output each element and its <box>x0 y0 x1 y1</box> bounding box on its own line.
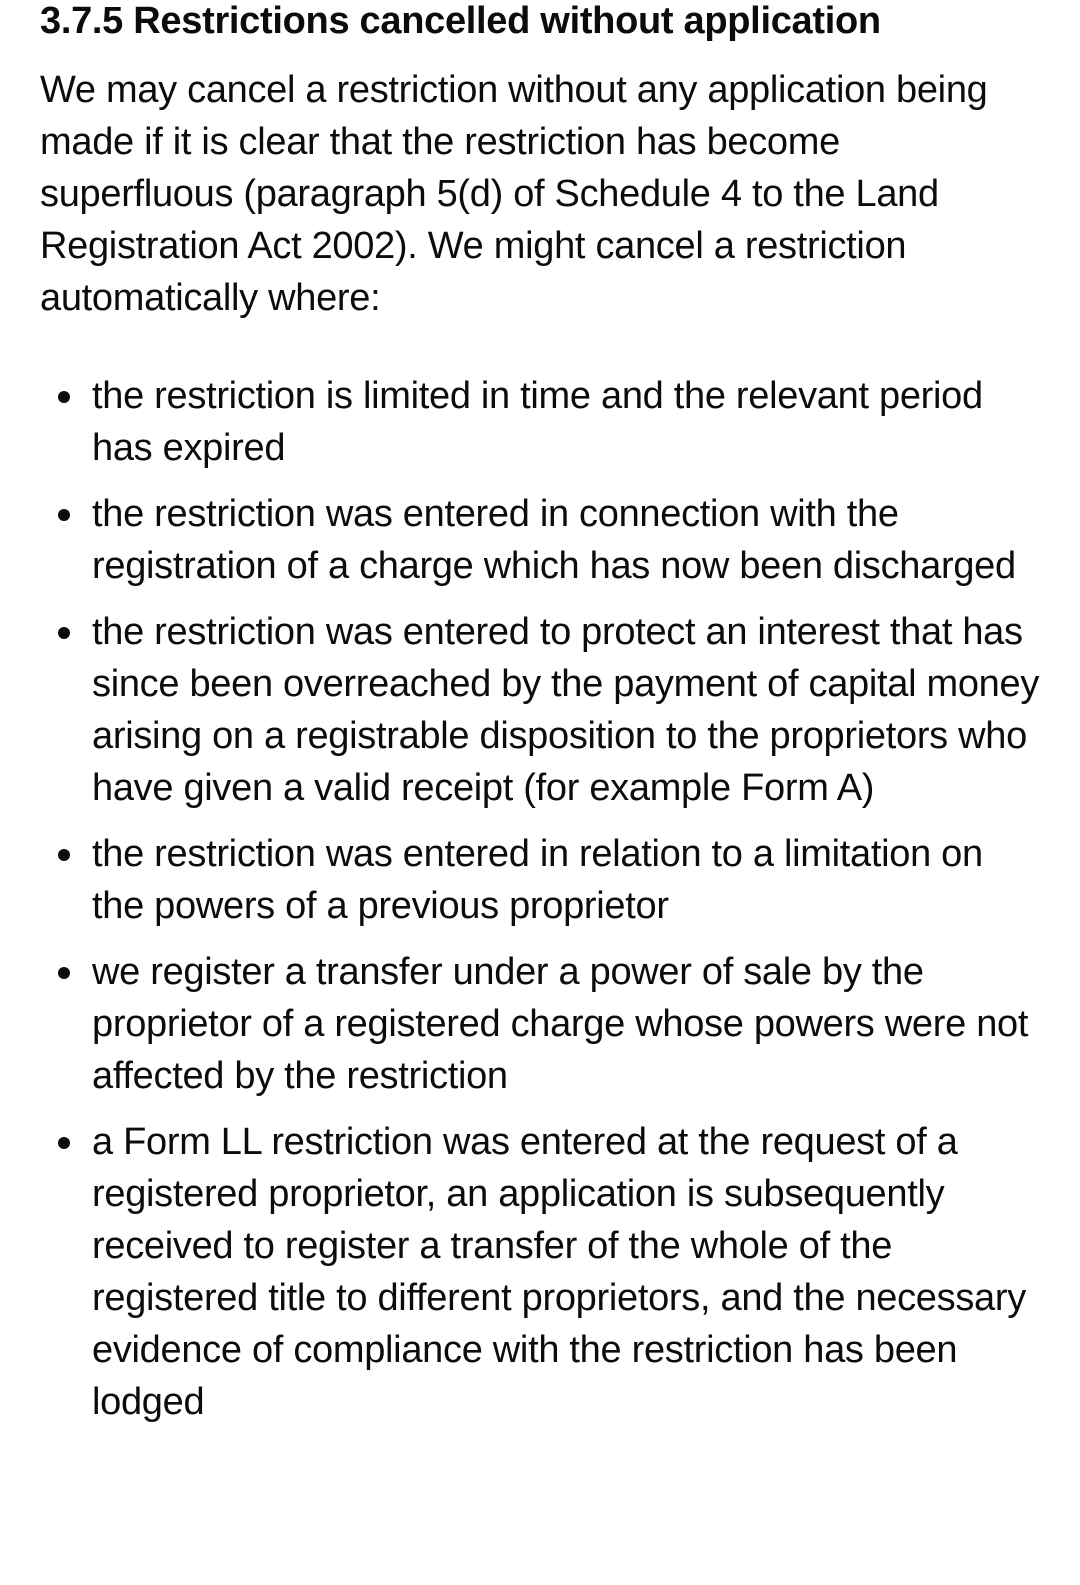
list-item <box>40 370 1040 474</box>
list-item-text: the restriction was entered in connection with the registration of a charge which has now been discharged <box>92 493 1016 587</box>
list-item <box>40 1116 1040 1428</box>
list-item <box>40 946 1040 1102</box>
bullet-icon <box>58 1137 70 1149</box>
list-item-text: the restriction was entered in relation to a limitation on the powers of a previous proprietor <box>92 833 983 927</box>
list-item <box>40 606 1040 814</box>
conditions-list <box>40 370 1040 1428</box>
bullet-icon <box>58 627 70 639</box>
list-item <box>40 488 1040 592</box>
bullet-icon <box>58 391 70 403</box>
list-item <box>40 828 1040 932</box>
list-item-text: the restriction is limited in time and the relevant period has expired <box>92 375 983 469</box>
bullet-icon <box>58 849 70 861</box>
bullet-icon <box>58 509 70 521</box>
list-item-text: a Form LL restriction was entered at the request of a registered proprietor, an application is subsequently received to register a transfer of the whole of the registered title to different proprietors, and the necessary evidence of compliance with the restriction has been lodged <box>92 1121 1026 1423</box>
intro-paragraph: We may cancel a restriction without any application being made if it is clear that the restriction has become superfluous (paragraph 5(d) of Schedule 4 to the Land Registration Act 2002). We might cancel a restriction automatically where: <box>40 69 988 319</box>
bullet-icon <box>58 967 70 979</box>
section-heading: 3.7.5 Restrictions cancelled without application <box>40 0 881 42</box>
list-item-text: the restriction was entered to protect an interest that has since been overreached by the payment of capital money arising on a registrable disposition to the proprietors who have given a valid receipt (for example Form A) <box>92 611 1040 809</box>
list-item-text: we register a transfer under a power of sale by the proprietor of a registered charge whose powers were not affected by the restriction <box>92 951 1029 1097</box>
